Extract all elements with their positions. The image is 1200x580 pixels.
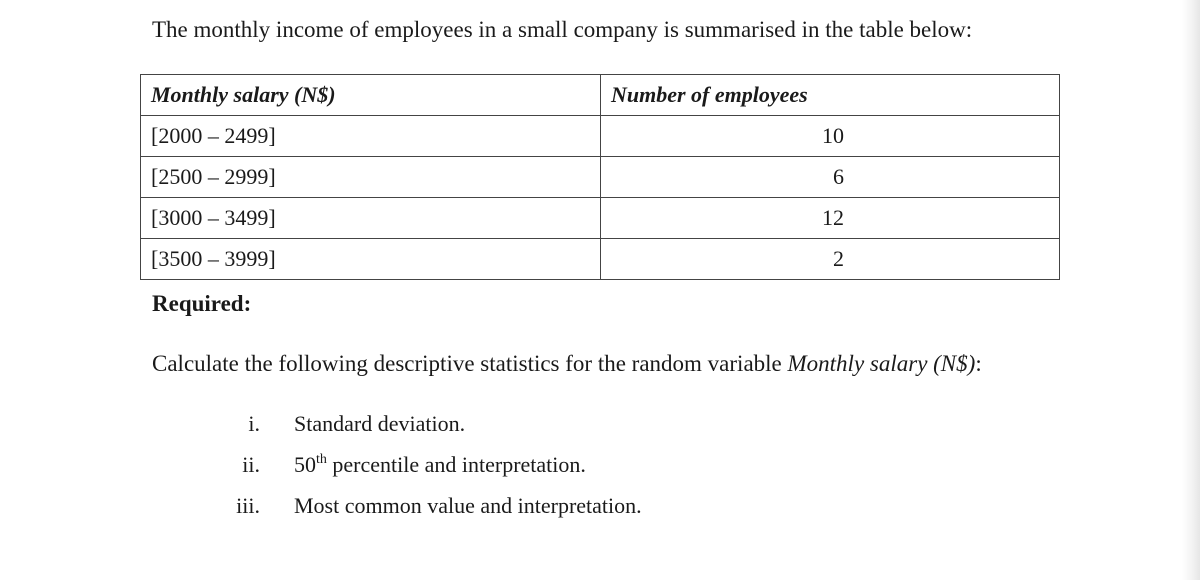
table-row (141, 157, 1060, 198)
employee-count-cell: 2 (601, 239, 1060, 280)
table-row (141, 116, 1060, 157)
task-text: Most common value and interpretation. (294, 493, 642, 518)
task-text: percentile and interpretation. (326, 452, 586, 477)
task-list (200, 410, 642, 533)
header-number-of-employees: Number of employees (601, 75, 1060, 116)
instruction-variable: Monthly salary (N$) (787, 351, 976, 376)
table-row (141, 198, 1060, 239)
intro-text: The monthly income of employees in a small company is summarised in the table below: (152, 17, 973, 42)
employee-count-cell: 10 (601, 116, 1060, 157)
table-header-row (141, 75, 1060, 116)
employee-count-cell: 12 (601, 198, 1060, 239)
task-number: iii. (236, 493, 260, 518)
instruction-suffix: : (975, 351, 982, 376)
list-item (200, 492, 642, 533)
salary-range-cell: [2500 – 2999] (141, 157, 601, 198)
salary-range-cell: [3500 – 3999] (141, 239, 601, 280)
page-edge (1182, 0, 1200, 580)
task-text: Standard deviation. (294, 411, 466, 436)
required-heading: Required: (152, 291, 252, 316)
salary-table (140, 74, 1060, 280)
salary-range-cell: [2000 – 2499] (141, 116, 601, 157)
task-text-number: 50 (294, 452, 316, 477)
instruction-prefix: Calculate the following descriptive statistics for the random variable (152, 351, 788, 376)
task-number: ii. (242, 452, 260, 477)
employee-count-cell: 6 (601, 157, 1060, 198)
list-item (200, 410, 642, 451)
list-item (200, 451, 642, 492)
salary-range-cell: [3000 – 3499] (141, 198, 601, 239)
instruction-text (152, 350, 982, 378)
header-monthly-salary: Monthly salary (N$) (141, 75, 601, 116)
task-text-superscript: th (316, 452, 327, 467)
table-row (141, 239, 1060, 280)
task-number: i. (248, 411, 260, 436)
